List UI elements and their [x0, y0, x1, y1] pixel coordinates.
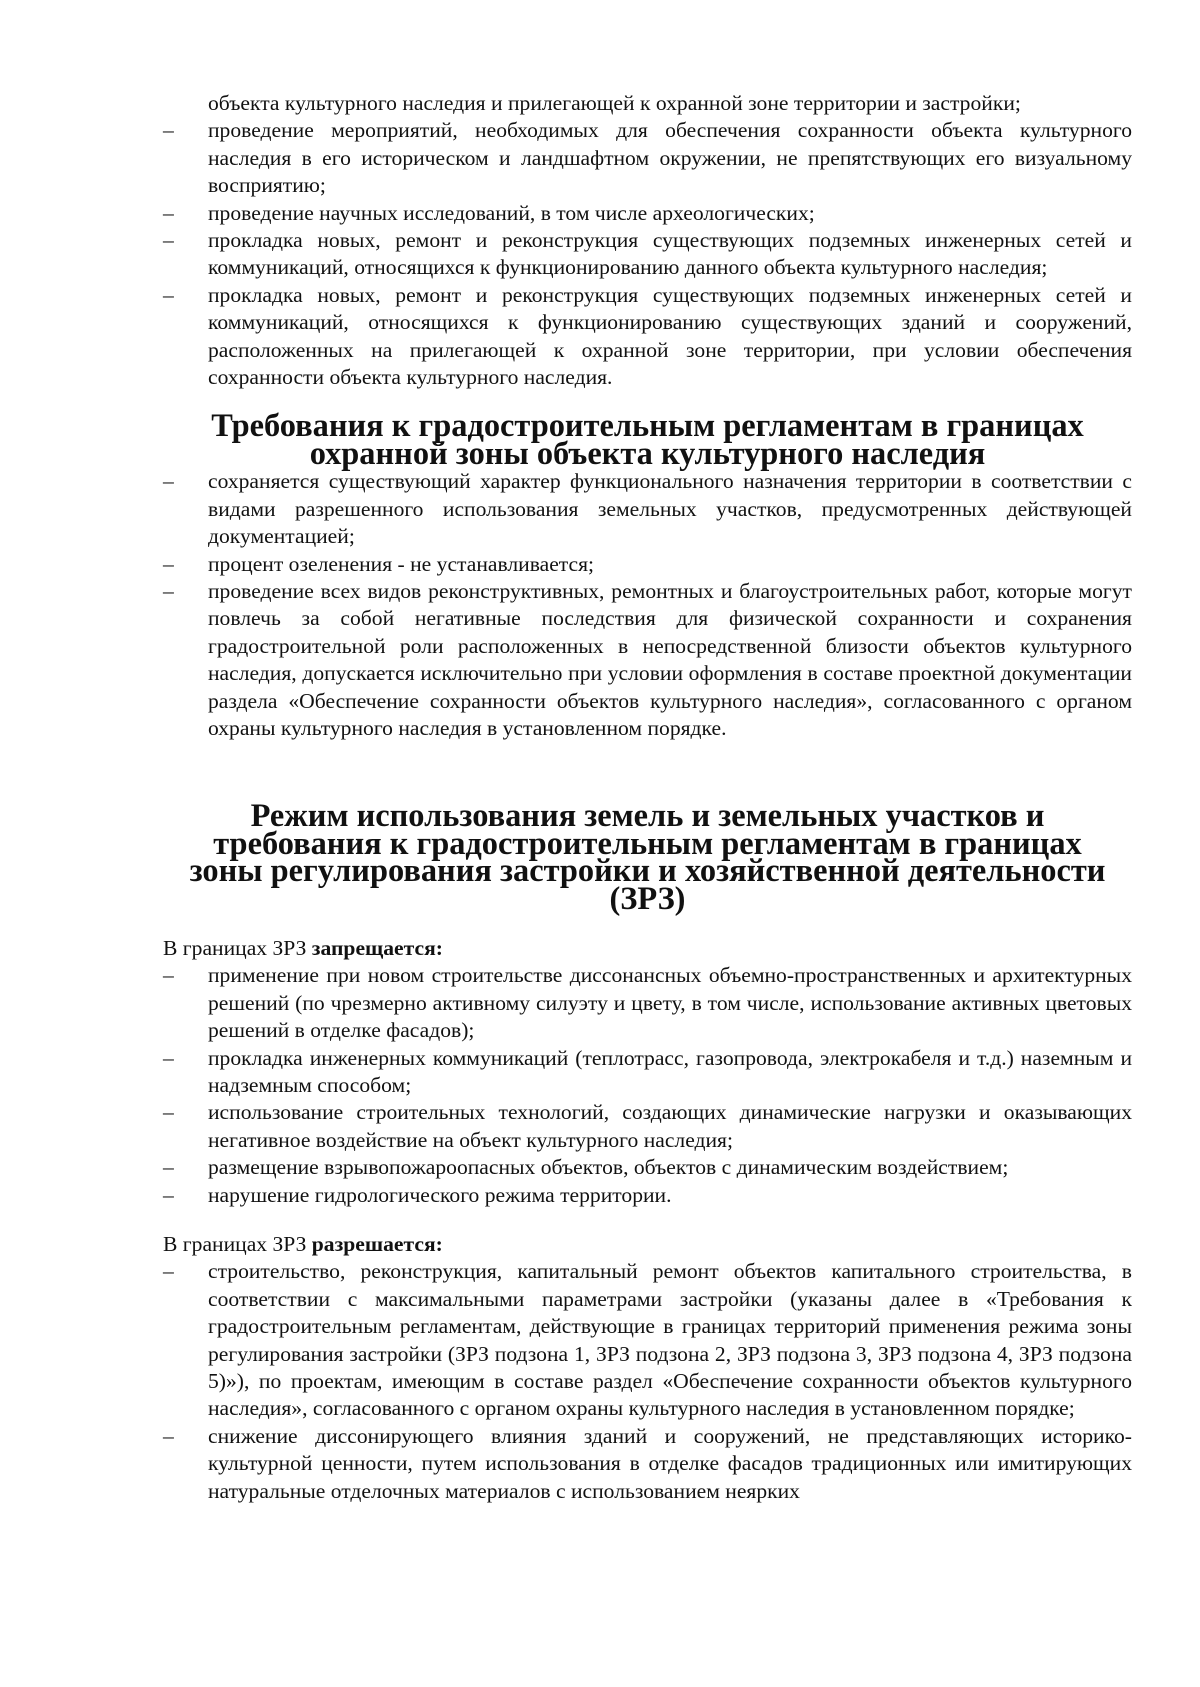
list-item: – проведение всех видов реконструктивных, ремонтных и благоустроительных работ, которые могут повлечь за собой негативные последствия для физической сохранности и сохранения градостроительной роли расположенных в непосредственной близости объектов культурного наследия, допускается исключительно при условии оформления в составе проектной документации раздела «Обеспечение сохранности объектов культурного наследия», согласованного с органом охраны культурного наследия в установленном порядке. — [163, 578, 1132, 742]
protection-measures-list — [163, 117, 1132, 391]
list-item: – размещение взрывопожароопасных объектов, объектов с динамическим воздействием; — [163, 1154, 1132, 1181]
list-item: – прокладка новых, ремонт и реконструкция существующих подземных инженерных сетей и коммуникаций, относящихся к функционированию существующих зданий и сооружений, расположенных на прилегающей к охранной зоне территории, при условии обеспечения сохранности объекта культурного наследия. — [163, 282, 1132, 392]
list-item: – использование строительных технологий, создающих динамические нагрузки и оказывающих негативное воздействие на объект культурного наследия; — [163, 1099, 1132, 1154]
section-heading-protection-zone: Требования к градостроительным регламентам в границах охранной зоны объекта культурного наследия — [211, 408, 1084, 472]
list-item: – проведение научных исследований, в том числе археологических; — [163, 200, 1132, 227]
protection-zone-requirements-list — [163, 468, 1132, 742]
prohibited-intro — [163, 935, 1132, 962]
prohibited-list — [163, 962, 1132, 1209]
permitted-intro-prefix: В границах ЗРЗ — [163, 1232, 312, 1257]
list-item: – проведение мероприятий, необходимых для обеспечения сохранности объекта культурного наследия в его историческом и ландшафтном окружении, не препятствующих его визуальному восприятию; — [163, 117, 1132, 199]
continued-paragraph: объекта культурного наследия и прилегающей к охранной зоне территории и застройки; — [208, 91, 1021, 115]
list-item: – нарушение гидрологического режима территории. — [163, 1182, 1132, 1209]
list-item: – применение при новом строительстве диссонансных объемно-пространственных и архитектурных решений (по чрезмерно активному силуэту и цвету, в том числе, использование активных цветовых решений в отделке фасадов); — [163, 962, 1132, 1044]
list-item: – процент озеленения - не устанавливается; — [163, 551, 1132, 578]
list-item: – снижение диссонирующего влияния зданий и сооружений, не представляющих историко-культурной ценности, путем использования в отделке фасадов традиционных или имитирующих натуральные отделочных материалов с использованием неярких — [163, 1423, 1132, 1505]
section-heading-zrz: Режим использования земель и земельных участков и требования к градостроительным регламентам в границах зоны регулирования застройки и хозяйственной деятельности (ЗРЗ) — [189, 798, 1106, 917]
prohibited-intro-bold: запрещается: — [311, 935, 443, 960]
permitted-intro-bold: разрешается: — [311, 1232, 443, 1257]
list-item: – сохраняется существующий характер функционального назначения территории в соответствии с видами разрешенного использования земельных участков, предусмотренных действующей документацией; — [163, 468, 1132, 550]
permitted-intro — [163, 1231, 1132, 1258]
list-item: – строительство, реконструкция, капитальный ремонт объектов капитального строительства, в соответствии с максимальными параметрами застройки (указаны далее в «Требования к градостроительным регламентам, действующие в границах территорий применения режима зоны регулирования застройки (ЗРЗ подзона 1, ЗРЗ подзона 2, ЗРЗ подзона 3, ЗРЗ подзона 4, ЗРЗ подзона 5)»), по проектам, имеющим в составе раздел «Обеспечение сохранности объектов культурного наследия», согласованного с органом охраны культурного наследия в установленном порядке; — [163, 1258, 1132, 1422]
permitted-list — [163, 1258, 1132, 1505]
prohibited-intro-prefix: В границах ЗРЗ — [163, 935, 312, 960]
list-item: – прокладка инженерных коммуникаций (теплотрасс, газопровода, электрокабеля и т.д.) наземным и надземным способом; — [163, 1045, 1132, 1100]
list-item: – прокладка новых, ремонт и реконструкция существующих подземных инженерных сетей и коммуникаций, относящихся к функционированию данного объекта культурного наследия; — [163, 227, 1132, 282]
